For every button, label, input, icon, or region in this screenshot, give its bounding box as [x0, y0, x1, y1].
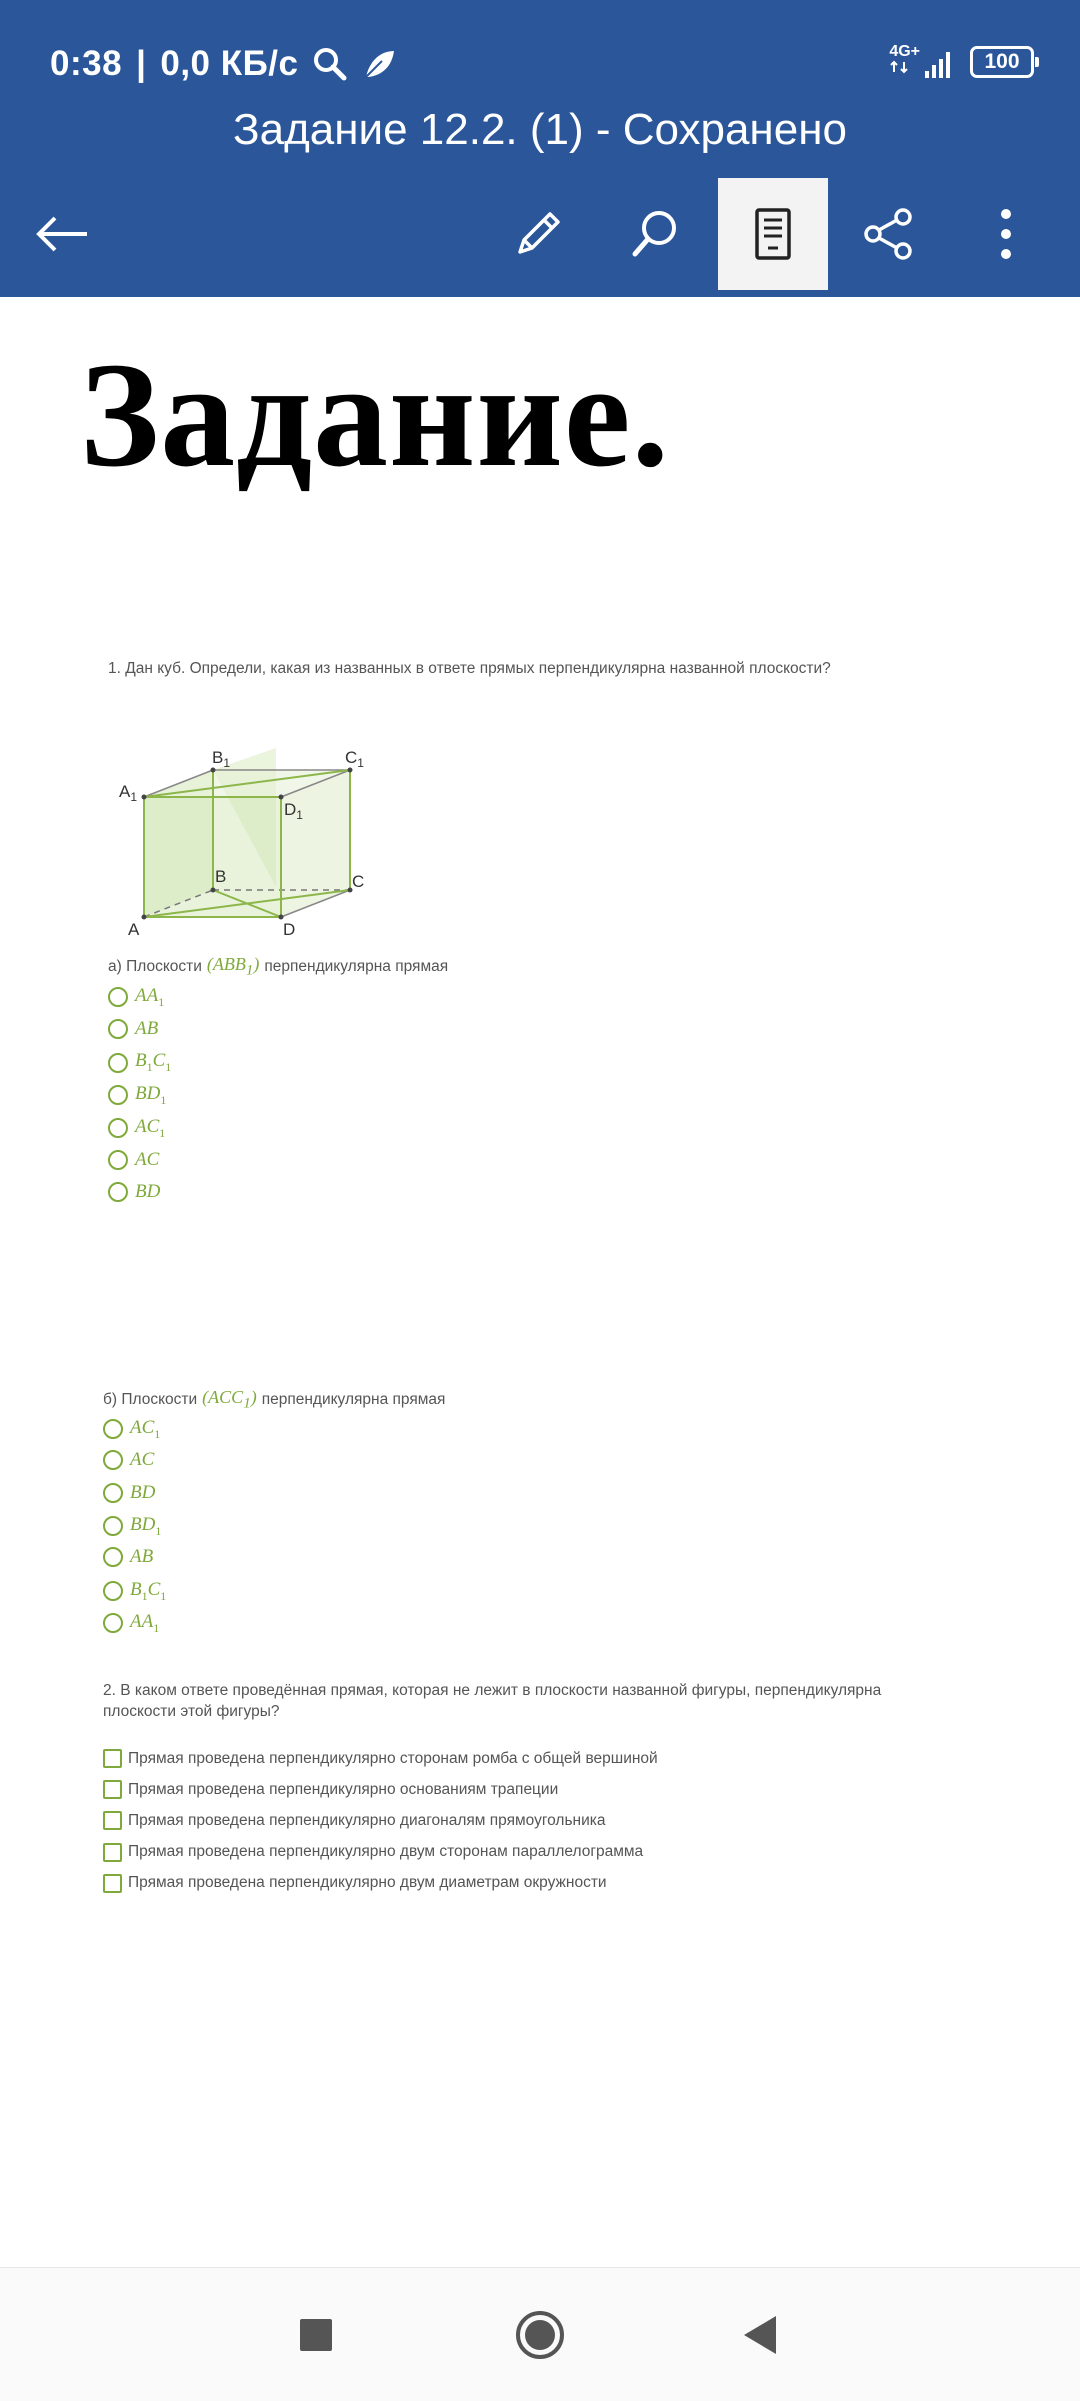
q1b-option[interactable]	[103, 1482, 155, 1504]
checkbox[interactable]	[103, 1811, 122, 1830]
radio-button[interactable]	[103, 1516, 123, 1536]
q1a-option-label: AC	[135, 1148, 160, 1170]
q1a-option[interactable]	[108, 1083, 166, 1108]
q1a-option[interactable]	[108, 1149, 159, 1171]
q1a-plane: $(ABB_1)$	[206, 954, 260, 979]
q2-line-1: 2. В каком ответе проведённая прямая, которая не лежит в плоскости названной фигуры, перпендикулярна	[103, 1682, 882, 1699]
radio-button[interactable]	[108, 987, 128, 1007]
q1b-option[interactable]	[103, 1449, 154, 1471]
question-1b	[103, 1387, 445, 1413]
reading-view-button[interactable]	[718, 178, 828, 290]
radio-button[interactable]	[103, 1547, 123, 1567]
recents-button[interactable]	[256, 2268, 376, 2401]
q2-option-label: Прямая проведена перпендикулярно двум сторонам параллелограмма	[128, 1843, 644, 1861]
q1b-suffix: перпендикулярна прямая	[261, 1390, 446, 1408]
q1b-option[interactable]	[103, 1611, 159, 1636]
q1b-option-label: BD	[130, 1481, 156, 1503]
q1a-option-label: $AC_1$	[135, 1115, 166, 1140]
edit-button[interactable]	[483, 178, 593, 290]
q1a-option[interactable]	[108, 1018, 158, 1040]
q1a-option[interactable]	[108, 1050, 171, 1075]
checkbox[interactable]	[103, 1874, 122, 1893]
q1a-option[interactable]	[108, 985, 164, 1010]
question-2-text	[103, 1680, 881, 1722]
radio-button[interactable]	[103, 1581, 123, 1601]
battery-indicator	[970, 46, 1034, 78]
q2-option[interactable]	[103, 1811, 606, 1830]
search-status-icon	[312, 46, 348, 82]
q1b-option[interactable]	[103, 1514, 161, 1539]
q1b-option[interactable]	[103, 1417, 160, 1442]
q1b-option-label: $AA_1$	[130, 1610, 160, 1635]
q1a-prefix: а) Плоскости	[108, 957, 202, 975]
q2-option[interactable]	[103, 1843, 643, 1862]
q1b-option-label: AB	[130, 1546, 154, 1568]
checkbox[interactable]	[103, 1843, 122, 1862]
q1b-option-label: $AC_1$	[130, 1417, 161, 1441]
search-button[interactable]	[600, 178, 710, 290]
q1b-option-label: AC	[130, 1449, 155, 1471]
q1b-option-label: $B_1C_1$	[130, 1578, 167, 1603]
cube-label-b: B	[215, 867, 227, 886]
home-circle-icon	[514, 2309, 566, 2361]
q1a-option[interactable]	[108, 1181, 160, 1203]
leaf-status-icon	[362, 47, 396, 81]
pencil-icon	[512, 208, 564, 260]
q2-option-label: Прямая проведена перпендикулярно сторонам ромба с общей вершиной	[128, 1749, 658, 1767]
app-bar	[0, 0, 1080, 297]
document-page[interactable]	[0, 297, 1080, 2267]
q1a-option[interactable]	[108, 1116, 165, 1141]
status-time: 0:38	[50, 44, 123, 83]
q2-option-label: Прямая проведена перпендикулярно двум диаметрам окружности	[128, 1874, 607, 1892]
cube-label-c: C	[352, 872, 365, 891]
network-indicator	[889, 44, 954, 79]
radio-button[interactable]	[103, 1483, 123, 1503]
back-button[interactable]	[8, 178, 118, 290]
cube-label-c1: $C_1$	[345, 748, 364, 770]
cube-label-a1: $A_1$	[119, 782, 138, 804]
radio-button[interactable]	[108, 1053, 128, 1073]
status-bar	[0, 0, 1080, 120]
more-options-button[interactable]	[951, 178, 1061, 290]
q2-option[interactable]	[103, 1780, 558, 1799]
share-button[interactable]	[833, 178, 943, 290]
q2-line-2: плоскости этой фигуры?	[103, 1703, 280, 1720]
data-arrows-icon	[889, 60, 911, 74]
q2-option[interactable]	[103, 1874, 607, 1893]
cube-figure	[110, 677, 390, 939]
q1a-option-label: $AA_1$	[135, 985, 165, 1009]
network-type: 4G+	[889, 43, 920, 60]
q1a-suffix: перпендикулярна прямая	[264, 957, 449, 975]
radio-button[interactable]	[108, 1150, 128, 1170]
home-button[interactable]	[480, 2268, 600, 2401]
radio-button[interactable]	[108, 1118, 128, 1138]
back-triangle-icon	[740, 2314, 780, 2356]
share-icon	[861, 207, 915, 261]
q1a-option-label: $BD_1$	[135, 1083, 167, 1107]
q1b-option[interactable]	[103, 1579, 166, 1604]
q1a-option-label: BD	[135, 1181, 161, 1203]
radio-button[interactable]	[108, 1182, 128, 1202]
radio-button[interactable]	[103, 1419, 123, 1439]
cube-label-d1: $D_1$	[284, 800, 303, 822]
more-vert-icon	[998, 208, 1014, 260]
cube-label-d: D	[283, 920, 296, 939]
q2-option-label: Прямая проведена перпендикулярно диагоналям прямоугольника	[128, 1811, 606, 1829]
recents-square-icon	[298, 2317, 334, 2353]
signal-icon	[924, 49, 954, 79]
radio-button[interactable]	[108, 1085, 128, 1105]
cube-label-a: A	[128, 920, 140, 939]
back-nav-button[interactable]	[700, 2268, 820, 2401]
q1b-option-label: $BD_1$	[130, 1513, 162, 1538]
search-icon	[629, 208, 681, 260]
q1b-plane: $(ACC_1)$	[202, 1387, 257, 1412]
status-speed: 0,0 КБ/с	[160, 44, 299, 83]
battery-level: 100	[984, 49, 1020, 73]
q2-option[interactable]	[103, 1749, 658, 1768]
radio-button[interactable]	[103, 1613, 123, 1633]
checkbox[interactable]	[103, 1749, 122, 1768]
cube-label-b1: $B_1$	[212, 748, 231, 770]
document-heading: Задание.	[80, 332, 670, 498]
back-arrow-icon	[35, 214, 91, 254]
question-1a	[108, 954, 448, 980]
document-title: Задание 12.2. (1) - Сохранено	[233, 105, 847, 154]
radio-button[interactable]	[108, 1019, 128, 1039]
status-separator: |	[136, 44, 147, 83]
reading-view-icon	[753, 207, 793, 261]
checkbox[interactable]	[103, 1780, 122, 1799]
q1a-option-label: $B_1C_1$	[135, 1050, 172, 1075]
question-1-text: 1. Дан куб. Определи, какая из названных в ответе прямых перпендикулярна названной плоскости?	[108, 660, 831, 677]
q1b-prefix: б) Плоскости	[103, 1390, 198, 1408]
system-nav-bar	[0, 2267, 1080, 2401]
radio-button[interactable]	[103, 1450, 123, 1470]
q1b-option[interactable]	[103, 1546, 153, 1568]
q1a-option-label: AB	[135, 1017, 159, 1039]
q2-option-label: Прямая проведена перпендикулярно основаниям трапеции	[128, 1780, 559, 1798]
toolbar	[0, 178, 1080, 290]
